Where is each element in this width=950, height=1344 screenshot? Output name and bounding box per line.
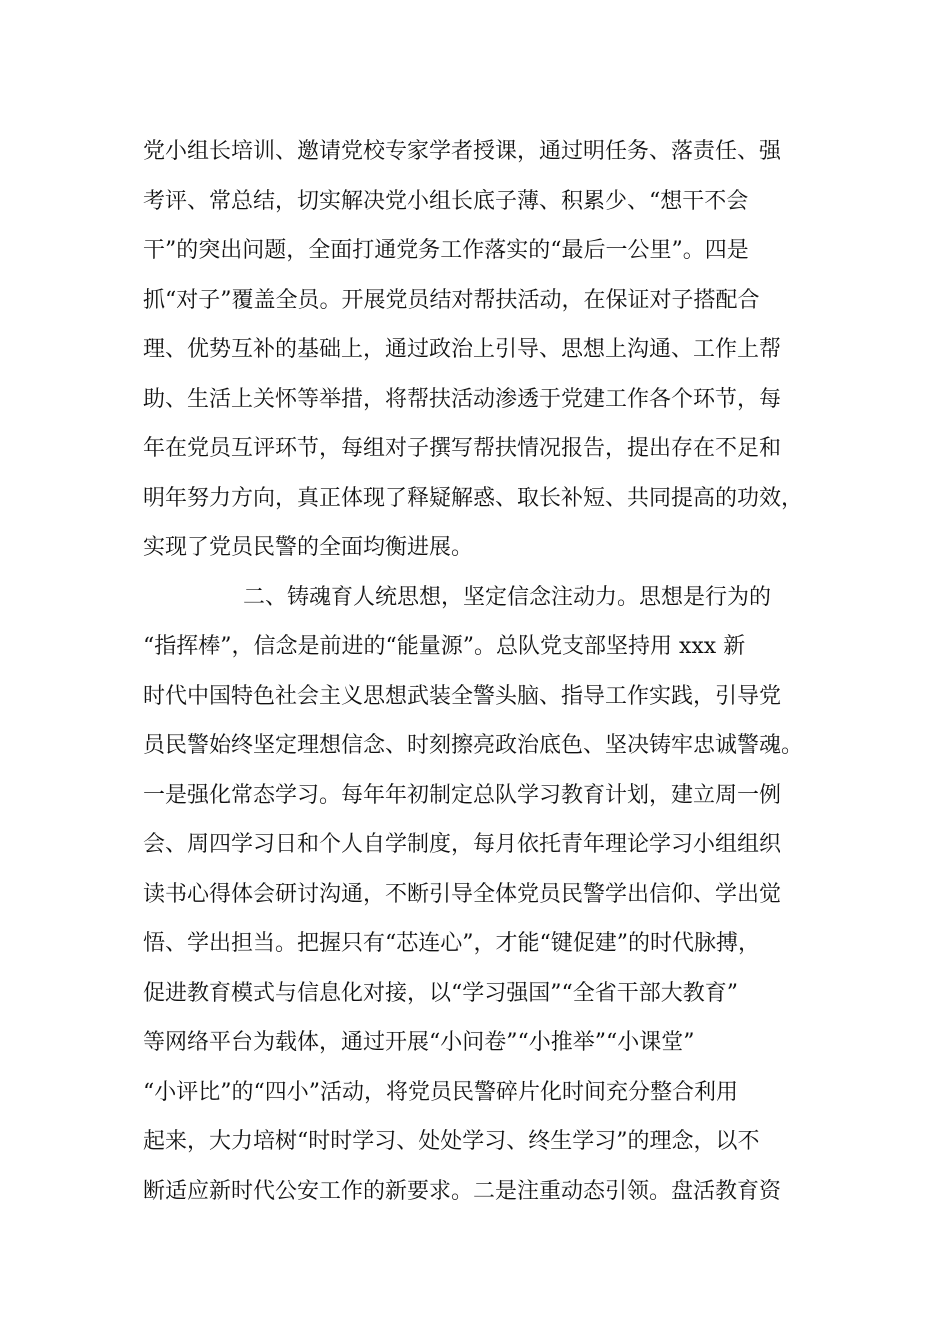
text-line-9: 实现了党员民警的全面均衡进展。 bbox=[143, 535, 474, 560]
section-heading-line: 二、铸魂育人统思想，坚定信念注动力。思想是行为的 bbox=[243, 585, 772, 610]
text-line-1: 党小组长培训、邀请党校专家学者授课，通过明任务、落责任、强 bbox=[143, 139, 782, 164]
text-line-13: 员民警始终坚定理想信念、时刻擦亮政治底色、坚决铸牢忠诚警魂。 bbox=[143, 733, 804, 758]
text-line-3: 干”的突出问题，全面打通党务工作落实的“最后一公里”。四是 bbox=[143, 238, 749, 263]
text-line-19: 等网络平台为载体，通过开展“小问卷”“小推举”“小课堂” bbox=[143, 1030, 695, 1055]
text-line-22: 断适应新时代公安工作的新要求。二是注重动态引领。盘活教育资 bbox=[143, 1179, 782, 1204]
text-line-4: 抓“对子”覆盖全员。开展党员结对帮扶活动，在保证对子搭配合 bbox=[143, 288, 760, 313]
text-line-21: 起来，大力培树“时时学习、处处学习、终生学习”的理念，以不 bbox=[143, 1129, 760, 1154]
text-line-18: 促进教育模式与信息化对接，以“学习强国”“全省干部大教育” bbox=[143, 981, 738, 1006]
text-line-2: 考评、常总结，切实解决党小组长底子薄、积累少、“想干不会 bbox=[143, 189, 749, 214]
text-line-20: “小评比”的“四小”活动，将党员民警碎片化时间充分整合利用 bbox=[143, 1080, 738, 1105]
text-line-5: 理、优势互补的基础上，通过政治上引导、思想上沟通、工作上帮 bbox=[143, 337, 782, 362]
text-line-8: 明年努力方向，真正体现了释疑解惑、取长补短、共同提高的功效， bbox=[143, 486, 804, 511]
text-line-15: 会、周四学习日和个人自学制度，每月依托青年理论学习小组组织 bbox=[143, 832, 782, 857]
text-line-6: 助、生活上关怀等举措，将帮扶活动渗透于党建工作各个环节，每 bbox=[143, 387, 782, 412]
text-line-14: 一是强化常态学习。每年年初制定总队学习教育计划，建立周一例 bbox=[143, 783, 782, 808]
text-line-12: 时代中国特色社会主义思想武装全警头脑、指导工作实践，引导党 bbox=[143, 684, 782, 709]
text-line-16: 读书心得体会研讨沟通，不断引导全体党员民警学出信仰、学出觉 bbox=[143, 882, 782, 907]
text-line-7: 年在党员互评环节，每组对子撰写帮扶情况报告，提出存在不足和 bbox=[143, 436, 782, 461]
text-line-17: 悟、学出担当。把握只有“芯连心”，才能“键促建”的时代脉搏， bbox=[143, 931, 760, 956]
text-line-11: “指挥棒”，信念是前进的“能量源”。总队党支部坚持用 xxx 新 bbox=[143, 634, 746, 659]
